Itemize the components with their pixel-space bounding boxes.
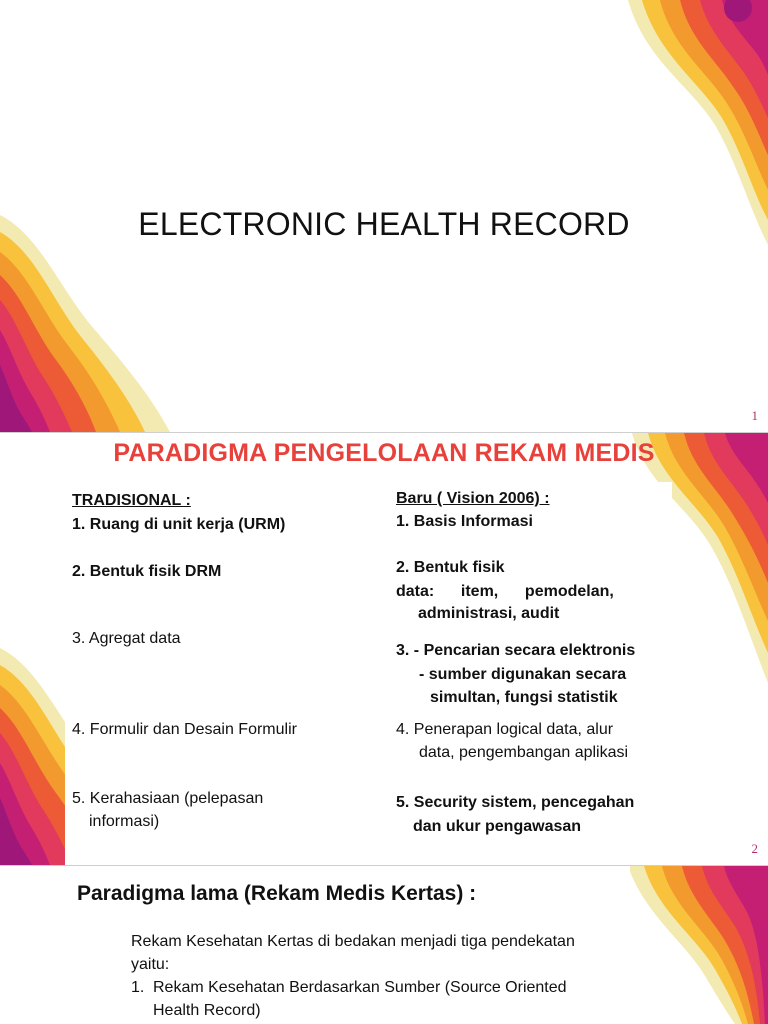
page-number-2: 2	[751, 841, 758, 856]
right-item-4: 4. Penerapan logical data, alur	[396, 721, 614, 738]
list-item-1-cont: Health Record)	[153, 1002, 261, 1019]
right-item-3-cont: simultan, fungsi statistik	[430, 689, 618, 706]
list-item-1: Rekam Kesehatan Berdasarkan Sumber (Source Oriented	[153, 979, 567, 996]
right-heading: Baru ( Vision 2006) :	[396, 490, 550, 507]
list-number-1: 1.	[131, 979, 145, 996]
left-item-2: 2. Bentuk fisik DRM	[72, 563, 222, 580]
left-item-5-cont: informasi)	[89, 813, 160, 830]
right-item-1: 1. Basis Informasi	[396, 513, 533, 530]
left-item-5: 5. Kerahasiaan (pelepasan	[72, 790, 264, 807]
intro-line-2: yaitu:	[131, 956, 170, 973]
right-item-2-cont: administrasi, audit	[418, 605, 560, 622]
right-item-3-sub: - sumber digunakan secara	[419, 666, 627, 683]
slide-1-title: ELECTRONIC HEALTH RECORD	[138, 206, 630, 242]
left-item-4: 4. Formulir dan Desain Formulir	[72, 721, 297, 738]
right-item-3: 3. - Pencarian secara elektronis	[396, 642, 636, 659]
page-number-1: 1	[751, 408, 758, 423]
right-item-2: 2. Bentuk fisik	[396, 559, 505, 576]
slide-3	[0, 866, 768, 1024]
right-item-2-data: data: item, pemodelan,	[396, 583, 614, 600]
right-item-4-cont: data, pengembangan aplikasi	[419, 744, 629, 761]
left-heading: TRADISIONAL :	[72, 492, 191, 509]
slide-2-title: PARADIGMA PENGELOLAAN REKAM MEDIS	[113, 439, 655, 467]
right-item-5-cont: dan ukur pengawasan	[413, 818, 582, 835]
slide-1	[0, 0, 768, 432]
right-item-5: 5. Security sistem, pencegahan	[396, 794, 635, 811]
slide-3-title: Paradigma lama (Rekam Medis Kertas) :	[77, 882, 477, 905]
intro-line-1: Rekam Kesehatan Kertas di bedakan menjadi tiga pendekatan	[131, 933, 575, 950]
slide-2	[0, 433, 768, 865]
left-item-3: 3. Agregat data	[72, 630, 181, 647]
left-item-1: 1. Ruang di unit kerja (URM)	[72, 516, 286, 533]
